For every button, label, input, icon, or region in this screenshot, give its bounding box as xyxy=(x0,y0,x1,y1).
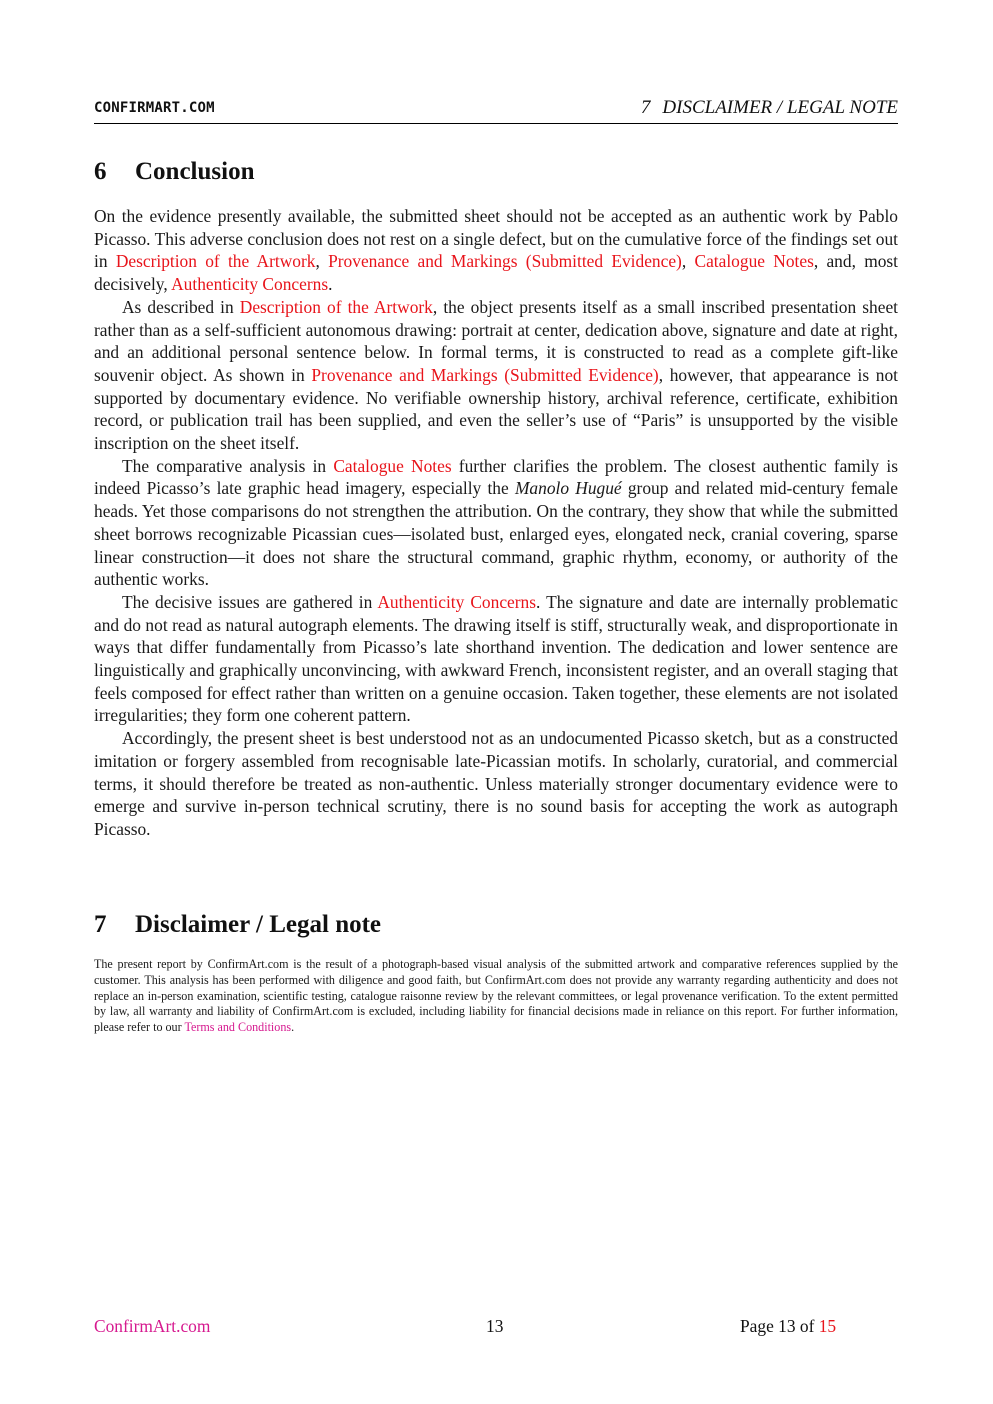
text: . xyxy=(328,274,333,295)
total-pages-link[interactable]: 15 xyxy=(818,1316,837,1336)
link-description-of-artwork[interactable]: Description of the Artwork xyxy=(115,251,316,272)
link-authenticity-concerns[interactable]: Authenticity Concerns xyxy=(171,274,329,295)
text: The decisive issues are gathered in xyxy=(122,591,378,612)
italic-title: Manolo Hugué xyxy=(514,478,622,499)
legal-note xyxy=(94,957,898,1036)
paragraph xyxy=(94,455,898,591)
page-footer xyxy=(94,1316,898,1340)
text: , xyxy=(315,251,329,272)
text: . The signature and date are internally problematic and do not read as natural autograph elements. The drawing itself is stiff, structurally weak, and disproportionate in ways that differ fundamentally from Picasso’s late shorthand invention. The dedication and lower sentence are linguistically and graphically unconvincing, with awkward French, inconsistent register, and an overall staging that feels composed for effect rather than written on a genuine occasion. Taken together, these elements are not isolated irregularities; they form one coherent pattern. xyxy=(94,591,899,726)
link-provenance-and-markings[interactable]: Provenance and Markings (Submitted Evidence) xyxy=(328,251,682,272)
text: On the evidence presently available, the submitted sheet should not be accepted as an authentic work by Pablo Picasso. This adverse conclusion does not rest on a single defect, but on the cumulative force of the findings set out in xyxy=(94,206,898,272)
text: , however, that appearance is not supported by documentary evidence. No verifiable ownership history, archival reference, certificate, exhibition record, or publication trail has been supplied, and even the seller’s use of “Paris” is unsupported by the visible inscription on the sheet itself. xyxy=(94,364,899,454)
footer-page-number: 13 xyxy=(486,1316,504,1336)
conclusion-body xyxy=(94,205,898,841)
confirmart-logo: CONFIRMART.COM xyxy=(94,100,215,116)
link-authenticity-concerns[interactable]: Authenticity Concerns xyxy=(377,591,537,612)
section-heading-disclaimer xyxy=(94,911,381,939)
link-provenance-and-markings[interactable]: Provenance and Markings (Submitted Evidence) xyxy=(311,364,659,385)
link-description-of-artwork[interactable]: Description of the Artwork xyxy=(239,296,433,317)
paragraph xyxy=(94,296,898,455)
running-section-title xyxy=(641,97,898,119)
section-heading-conclusion xyxy=(94,158,254,186)
text: The present report by ConfirmArt.com is the result of a photograph-based visual analysis of the submitted artwork and comparative references supplied by the customer. This analysis has been performed with diligence and good faith, but ConfirmArt.com does not provide any warranty regarding authenticity and does not replace an in-person examination, scientific testing, catalogue raisonne review by the relevant committees, or legal provenance verification. To the extent permitted by law, all warranty and liability of ConfirmArt.com is excluded, including liability for financial decisions made in reliance on this report. For further information, please refer to our xyxy=(94,957,898,1035)
section-title: Conclusion xyxy=(135,158,255,185)
link-catalogue-notes[interactable]: Catalogue Notes xyxy=(333,455,452,476)
link-terms-and-conditions[interactable]: Terms and Conditions xyxy=(184,1020,292,1035)
text: , xyxy=(681,251,695,272)
section-number: 6 xyxy=(94,158,107,185)
text: As described in xyxy=(122,296,240,317)
text: further clarifies the problem. The closest authentic family is indeed Picasso’s late graphic head imagery, especially the xyxy=(94,455,898,499)
footer-page-count xyxy=(740,1316,836,1337)
text: , the object presents itself as a small inscribed presentation sheet rather than as a self-sufficient autonomous drawing: portrait at center, dedication above, signature and date at right, and an additional personal sentence below. In formal terms, it is constructed to read as a complete gift-like souvenir object. As shown in xyxy=(94,296,898,385)
running-section-number: 7 xyxy=(640,97,651,118)
paragraph xyxy=(94,205,898,296)
section-number: 7 xyxy=(94,911,107,938)
paragraph: Accordingly, the present sheet is best understood not as an undocumented Picasso sketch, but as a constructed imitation or forgery assembled from recognisable late-Picassian motifs. In scholarly, curatorial, and commercial terms, it should therefore be treated as non-authentic. Unless materially stronger documentary evidence were to emerge and survive in-person technical scrutiny, there is no sound basis for accepting the work as autograph Picasso. xyxy=(94,728,898,839)
running-section-label: DISCLAIMER / LEGAL NOTE xyxy=(662,97,898,118)
text: The comparative analysis in xyxy=(122,455,334,476)
running-header xyxy=(94,97,898,124)
text: , and, most decisively, xyxy=(94,251,899,295)
text: Page 13 of xyxy=(740,1316,819,1336)
document-page xyxy=(94,0,898,1404)
section-title: Disclaimer / Legal note xyxy=(135,911,382,938)
text: group and related mid-century female heads. Yet those comparisons do not strengthen the attribution. On the contrary, they show that while the submitted sheet borrows recognizable Picassian cues—isolated bust, enlarged eyes, elongated neck, cranial covering, sparse linear construction—it does not share the structural command, graphic rhythm, economy, or authority of the authentic works. xyxy=(94,478,899,590)
text: . xyxy=(291,1020,295,1035)
link-catalogue-notes[interactable]: Catalogue Notes xyxy=(694,251,814,272)
footer-site-link[interactable]: ConfirmArt.com xyxy=(94,1316,211,1336)
paragraph xyxy=(94,591,898,727)
